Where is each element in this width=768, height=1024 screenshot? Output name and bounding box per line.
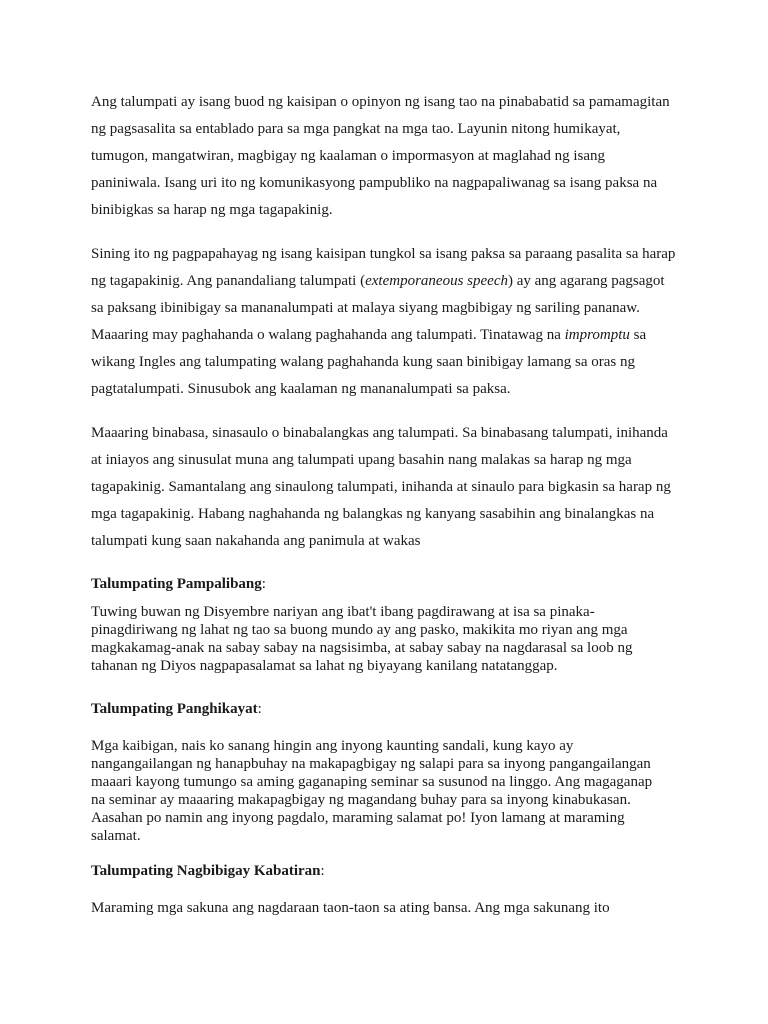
text-line: Aasahan po namin ang inyong pagdalo, maraming salamat po! Iyon lamang at maraming [91, 810, 625, 826]
text-line: Mga kaibigan, nais ko sanang hingin ang inyong kaunting sandali, kung kayo ay [91, 738, 574, 754]
section-heading-pampalibang [91, 575, 266, 593]
section-body-pampalibang [91, 603, 691, 675]
text-line: tagapakinig. Samantalang ang sinaulong talumpati, inihanda at sinaulo para bigkasin sa harap ng [91, 479, 671, 495]
text-line: pinagdiriwang ng lahat ng tao sa buong mundo ay ang pasko, makikita mo riyan ang mga [91, 622, 628, 638]
heading-text: Talumpating Pampalibang [91, 576, 262, 592]
text-segment: ) ay ang agarang pagsagot [507, 273, 665, 289]
text-segment: Maaaring may paghahanda o walang paghahanda ang talumpati. Tinatawag na [91, 327, 565, 343]
text-line: pagtatalumpati. Sinusubok ang kaalaman ng mananalumpati sa paksa. [91, 381, 511, 397]
text-line: Maaaring binabasa, sinasaulo o binabalangkas ang talumpati. Sa binabasang talumpati, inihanda [91, 425, 668, 441]
text-line: na seminar ay maaaring makapagbigay ng magandang buhay para sa inyong kinabukasan. [91, 792, 631, 808]
section-heading-panghikayat [91, 700, 262, 718]
text-line: paniniwala. Isang uri ito ng komunikasyong pampubliko na nagpapaliwanag sa isang paksa na [91, 175, 658, 191]
text-line: mga tagapakinig. Habang naghahanda ng balangkas ng kanyang sasabihin ang binalangkas na [91, 506, 655, 522]
text-line: maaari kayong tumungo sa aming gaganaping seminar sa susunod na linggo. Ang magaganap [91, 774, 653, 790]
text-segment: sa [629, 327, 647, 343]
text-line: tahanan ng Diyos nagpapasalamat sa lahat ng biyayang kanilang natatanggap. [91, 658, 558, 674]
heading-colon: : [257, 701, 262, 717]
text-line: wikang Ingles ang talumpating walang paghahanda kung saan binibigay lamang sa oras ng [91, 354, 636, 370]
text-line [91, 322, 701, 349]
emphasis-term: extemporaneous speech [365, 273, 508, 289]
heading-colon: : [320, 863, 325, 879]
heading-text: Talumpating Nagbibigay Kabatiran [91, 863, 321, 879]
text-line: nangangailangan ng hanapbuhay na makapagbigay ng salapi para sa inyong pangangailangan [91, 756, 651, 772]
paragraph-definition [91, 89, 701, 224]
text-line: salamat. [91, 828, 141, 844]
text-line: at iniayos ang sinusulat muna ang talumpati upang basahin nang malakas sa harap ng mga [91, 452, 632, 468]
text-line: ng pagsasalita sa entablado para sa mga pangkat na mga tao. Layunin nitong humikayat, [91, 121, 621, 137]
section-body-nagbibigay-kabatiran [91, 899, 691, 917]
text-line: Maraming mga sakuna ang nagdaraan taon-taon sa ating bansa. Ang mga sakunang ito [91, 900, 610, 916]
paragraph-art-of-speech [91, 241, 701, 403]
text-line: Sining ito ng pagpapahayag ng isang kaisipan tungkol sa isang paksa sa paraang pasalita sa harap [91, 246, 676, 262]
text-segment: ng tagapakinig. Ang panandaliang talumpati ( [91, 273, 366, 289]
text-line [91, 268, 701, 295]
text-line: Ang talumpati ay isang buod ng kaisipan o opinyon ng isang tao na pinababatid sa pamamagitan [91, 94, 670, 110]
text-line: binibigkas sa harap ng mga tagapakinig. [91, 202, 333, 218]
text-line: tumugon, mangatwiran, magbigay ng kaalaman o impormasyon at maglahad ng isang [91, 148, 606, 164]
text-line: talumpati kung saan nakahanda ang panimula at wakas [91, 533, 421, 549]
text-line: sa paksang ibinibigay sa mananalumpati at malaya siyang magbibigay ng sariling pananaw. [91, 300, 640, 316]
emphasis-term: impromptu [564, 327, 630, 343]
heading-text: Talumpating Panghikayat [91, 701, 258, 717]
text-line: magkakamag-anak na sabay sabay na nagsisimba, at sabay sabay na nagdarasal sa loob ng [91, 640, 633, 656]
section-heading-nagbibigay-kabatiran [91, 862, 325, 880]
section-body-panghikayat [91, 737, 691, 845]
text-line: Tuwing buwan ng Disyembre nariyan ang ibat't ibang pagdirawang at isa sa pinaka- [91, 604, 595, 620]
heading-colon: : [261, 576, 266, 592]
paragraph-methods [91, 420, 701, 555]
